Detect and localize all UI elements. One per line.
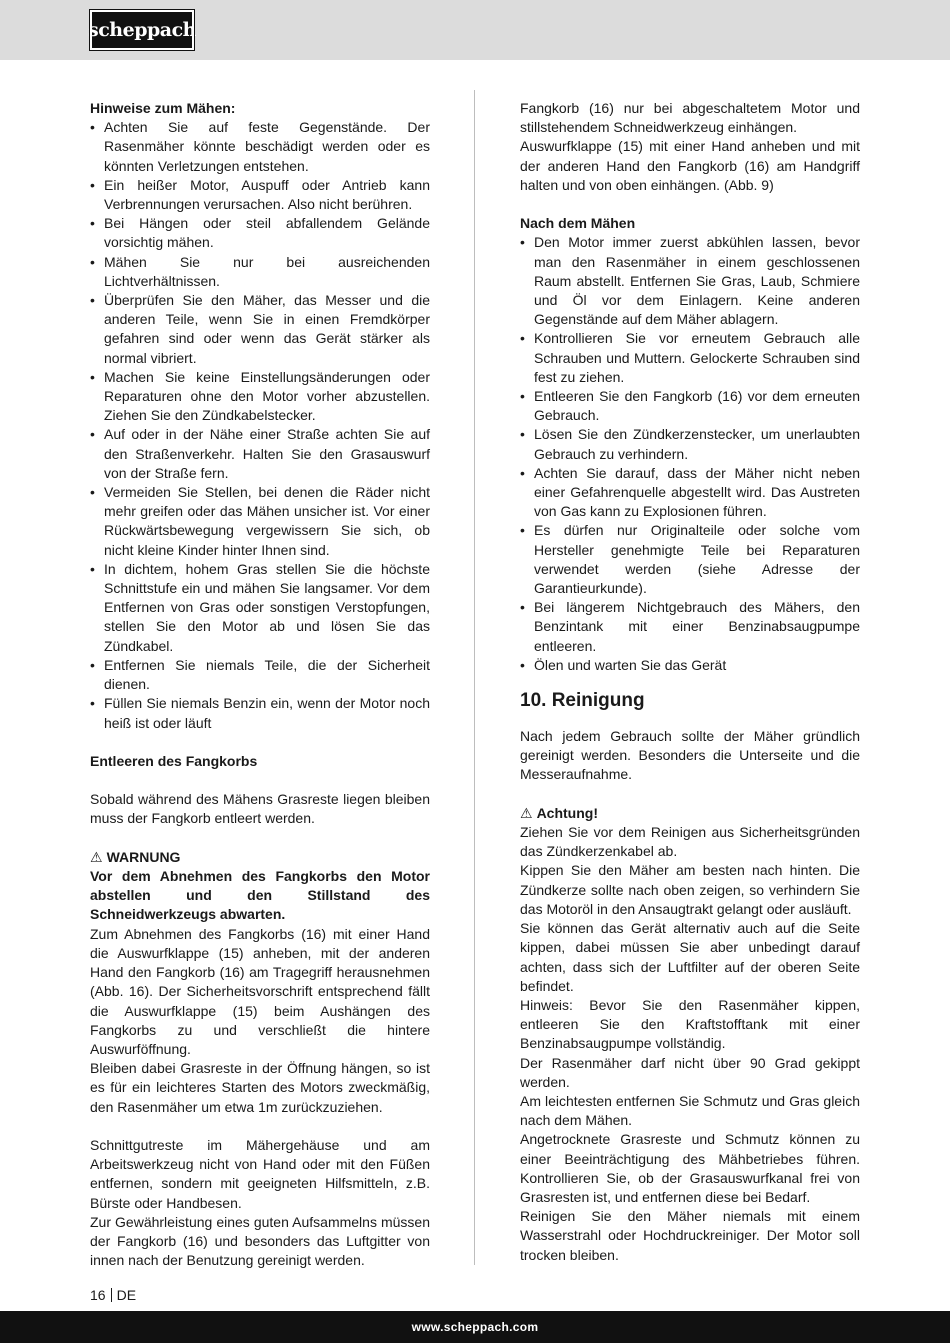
- warning-text: Vor dem Abnehmen des Fangkorbs den Motor abstellen und den Stillstand des Schneidwerkzeugs abwarten.: [90, 868, 430, 923]
- heading-hinweise: Hinweise zum Mähen:: [90, 100, 236, 116]
- warning-title: WARNUNG: [106, 848, 181, 865]
- header-bar: [0, 0, 950, 60]
- footer-bar: [0, 1311, 950, 1343]
- section-title-reinigung: 10. Reinigung: [520, 690, 645, 712]
- warning-icon: ⚠: [90, 848, 103, 865]
- list-item: • Es dürfen nur Originalteile oder solche vom Hersteller genehmigte Teile bei Reparaturen verwendet werden (siehe Adresse der Garantieurkunde).: [520, 521, 860, 598]
- list-item: • Ein heißer Motor, Auspuff oder Antrieb kann Verbrennungen verursachen. Also nicht berühren.: [90, 176, 430, 214]
- list-item: • Machen Sie keine Einstellungsänderungen oder Reparaturen ohne den Motor vorher abzustellen. Ziehen Sie den Zündkabelstecker.: [90, 368, 430, 426]
- hinweise-list: [90, 118, 430, 733]
- paragraph: Der Rasenmäher darf nicht über 90 Grad gekippt werden.: [520, 1054, 860, 1090]
- page-number-value: 16: [90, 1287, 106, 1303]
- list-item: • Bei Hängen oder steil abfallendem Gelände vorsichtig mähen.: [90, 214, 430, 252]
- list-item: • Achten Sie auf feste Gegenstände. Der Rasenmäher könnte beschädigt werden oder es könnten Verletzungen entstehen.: [90, 118, 430, 176]
- heading-entleeren: Entleeren des Fangkorbs: [90, 752, 258, 769]
- caution-title: Achtung!: [536, 804, 598, 821]
- paragraph: Nach jedem Gebrauch sollte der Mäher gründlich gereinigt werden. Besonders die Unterseite und die Messeraufnahme.: [520, 728, 860, 783]
- warning-icon: ⚠: [520, 804, 533, 821]
- list-item: • Kontrollieren Sie vor erneutem Gebrauch alle Schrauben und Muttern. Gelockerte Schrauben sind fest zu ziehen.: [520, 329, 860, 387]
- website-link[interactable]: www.scheppach.com: [411, 1320, 539, 1334]
- paragraph: Am leichtesten entfernen Sie Schmutz und Gras gleich nach dem Mähen.: [520, 1092, 860, 1129]
- nach-list: [520, 233, 860, 675]
- paragraph: Schnittgutreste im Mähergehäuse und am Arbeitswerkzeug nicht von Hand oder mit den Füßen entfernen, sondern mit geeigneten Hilfsmitteln, z.B. Bürste oder Handbesen.: [90, 1136, 430, 1211]
- paragraph: Zum Abnehmen des Fangkorbs (16) mit einer Hand die Auswurfklappe (15) anheben, mit der anderen Hand den Fangkorb (16) am Tragegriff herausnehmen (Abb. 16). Der Sicherheitsvorschrift entsprechend fällt die Auswurfklappe (15) beim Aushängen des Fangkorbs zu und verschließt die hintere Auswurföffnung.: [90, 925, 430, 1057]
- paragraph: Kippen Sie den Mäher am besten nach hinten. Die Zündkerze sollte nach oben zeigen, so verhindern Sie das Motoröl in den Ansaugtrakt gelangt oder ausläuft.: [520, 862, 860, 917]
- list-item: • Achten Sie darauf, dass der Mäher nicht neben einer Gefahrenquelle abgestellt wird. Das Austreten von Gas kann zu Explosionen führen.: [520, 464, 860, 522]
- scheppach-logo: scheppach: [90, 10, 194, 50]
- paragraph: Hinweis: Bevor Sie den Rasenmäher kippen, entleeren Sie den Kraftstofftank mit einer Benzinabsaugpumpe vollständig.: [520, 996, 860, 1052]
- paragraph: Sobald während des Mähens Grasreste liegen bleiben muss der Fangkorb entleert werden.: [90, 791, 430, 827]
- list-item: • In dichtem, hohem Gras stellen Sie die höchste Schnittstufe ein und mähen Sie langsamer. Vor dem Entfernen von Gras oder sonstigen Verstopfungen, stellen Sie den Motor ab und lösen Sie das Zündkabel.: [90, 560, 430, 656]
- list-item: • Den Motor immer zuerst abkühlen lassen, bevor man den Rasenmäher in einem geschlossenen Raum abstellt. Entfernen Sie Gras, Laub, Schmiere und Öl vor dem Einlagern. Keine anderen Gegenstände auf dem Mäher ablagern.: [520, 233, 860, 329]
- list-item: • Bei längerem Nichtgebrauch des Mähers, den Benzintank mit einer Benzinabsaugpumpe entleeren.: [520, 598, 860, 656]
- column-divider: [474, 90, 475, 1265]
- list-item: • Entleeren Sie den Fangkorb (16) vor dem erneuten Gebrauch.: [520, 387, 860, 425]
- paragraph: Bleiben dabei Grasreste in der Öffnung hängen, so ist es für ein leichteres Starten des Motors zweckmäßig, den Rasenmäher um etwa 1m zurückzuziehen.: [90, 1060, 430, 1115]
- warning-heading: [90, 848, 430, 867]
- paragraph: Fangkorb (16) nur bei abgeschaltetem Motor und stillstehendem Schneidwerkzeug einhängen.: [520, 100, 860, 136]
- language-code: DE: [116, 1287, 137, 1303]
- heading-nach-dem-maehen: Nach dem Mähen: [520, 215, 636, 232]
- paragraph: Auswurfklappe (15) mit einer Hand anheben und mit der anderen Hand den Fangkorb (16) am Handgriff halten und von oben einhängen. (Abb. 9): [520, 138, 860, 193]
- right-column: [520, 99, 860, 1265]
- paragraph: Ziehen Sie vor dem Reinigen aus Sicherheitsgründen das Zündkerzenkabel ab.: [520, 824, 860, 860]
- paragraph: Sie können das Gerät alternativ auch auf die Seite kippen, dabei müssen Sie aber unbedingt darauf achten, dass sich der Luftfilter auf der oberen Seite befindet.: [520, 920, 860, 994]
- list-item: • Mähen Sie nur bei ausreichenden Lichtverhältnissen.: [90, 253, 430, 291]
- list-item: • Füllen Sie niemals Benzin ein, wenn der Motor noch heiß ist oder läuft: [90, 694, 430, 732]
- list-item: • Überprüfen Sie den Mäher, das Messer und die anderen Teile, wenn Sie in einen Fremdkörper gefahren sind oder wenn das Gerät stärker als normal vibriert.: [90, 291, 430, 368]
- paragraph: Angetrocknete Grasreste und Schmutz können zu einer Beeinträchtigung des Mähbetriebes führen. Kontrollieren Sie, ob der Grasauswurfkanal frei von Grasresten ist, und entfernen diese bei Bedarf.: [520, 1131, 860, 1205]
- left-column: [90, 99, 430, 1270]
- page-number: [90, 1286, 136, 1304]
- list-item: • Auf oder in der Nähe einer Straße achten Sie auf den Straßenverkehr. Halten Sie den Grasauswurf von der Straße fern.: [90, 425, 430, 483]
- caution-heading: [520, 804, 860, 823]
- list-item: • Vermeiden Sie Stellen, bei denen die Räder nicht mehr greifen oder das Mähen unsicher ist. Vor einer Rückwärtsbewegung vergewissern Sie sich, ob nicht kleine Kinder hinter Ihnen sind.: [90, 483, 430, 560]
- paragraph: Reinigen Sie den Mäher niemals mit einem Wasserstrahl oder Hochdruckreiniger. Der Motor soll trocken bleiben.: [520, 1208, 860, 1263]
- list-item: • Lösen Sie den Zündkerzenstecker, um unerlaubten Gebrauch zu verhindern.: [520, 425, 860, 463]
- list-item: • Ölen und warten Sie das Gerät: [520, 656, 860, 675]
- separator: [111, 1288, 112, 1302]
- paragraph: Zur Gewährleistung eines guten Aufsammelns müssen der Fangkorb (16) und besonders das Luftgitter von innen nach der Benutzung gereinigt werden.: [90, 1213, 430, 1269]
- list-item: • Entfernen Sie niemals Teile, die der Sicherheit dienen.: [90, 656, 430, 694]
